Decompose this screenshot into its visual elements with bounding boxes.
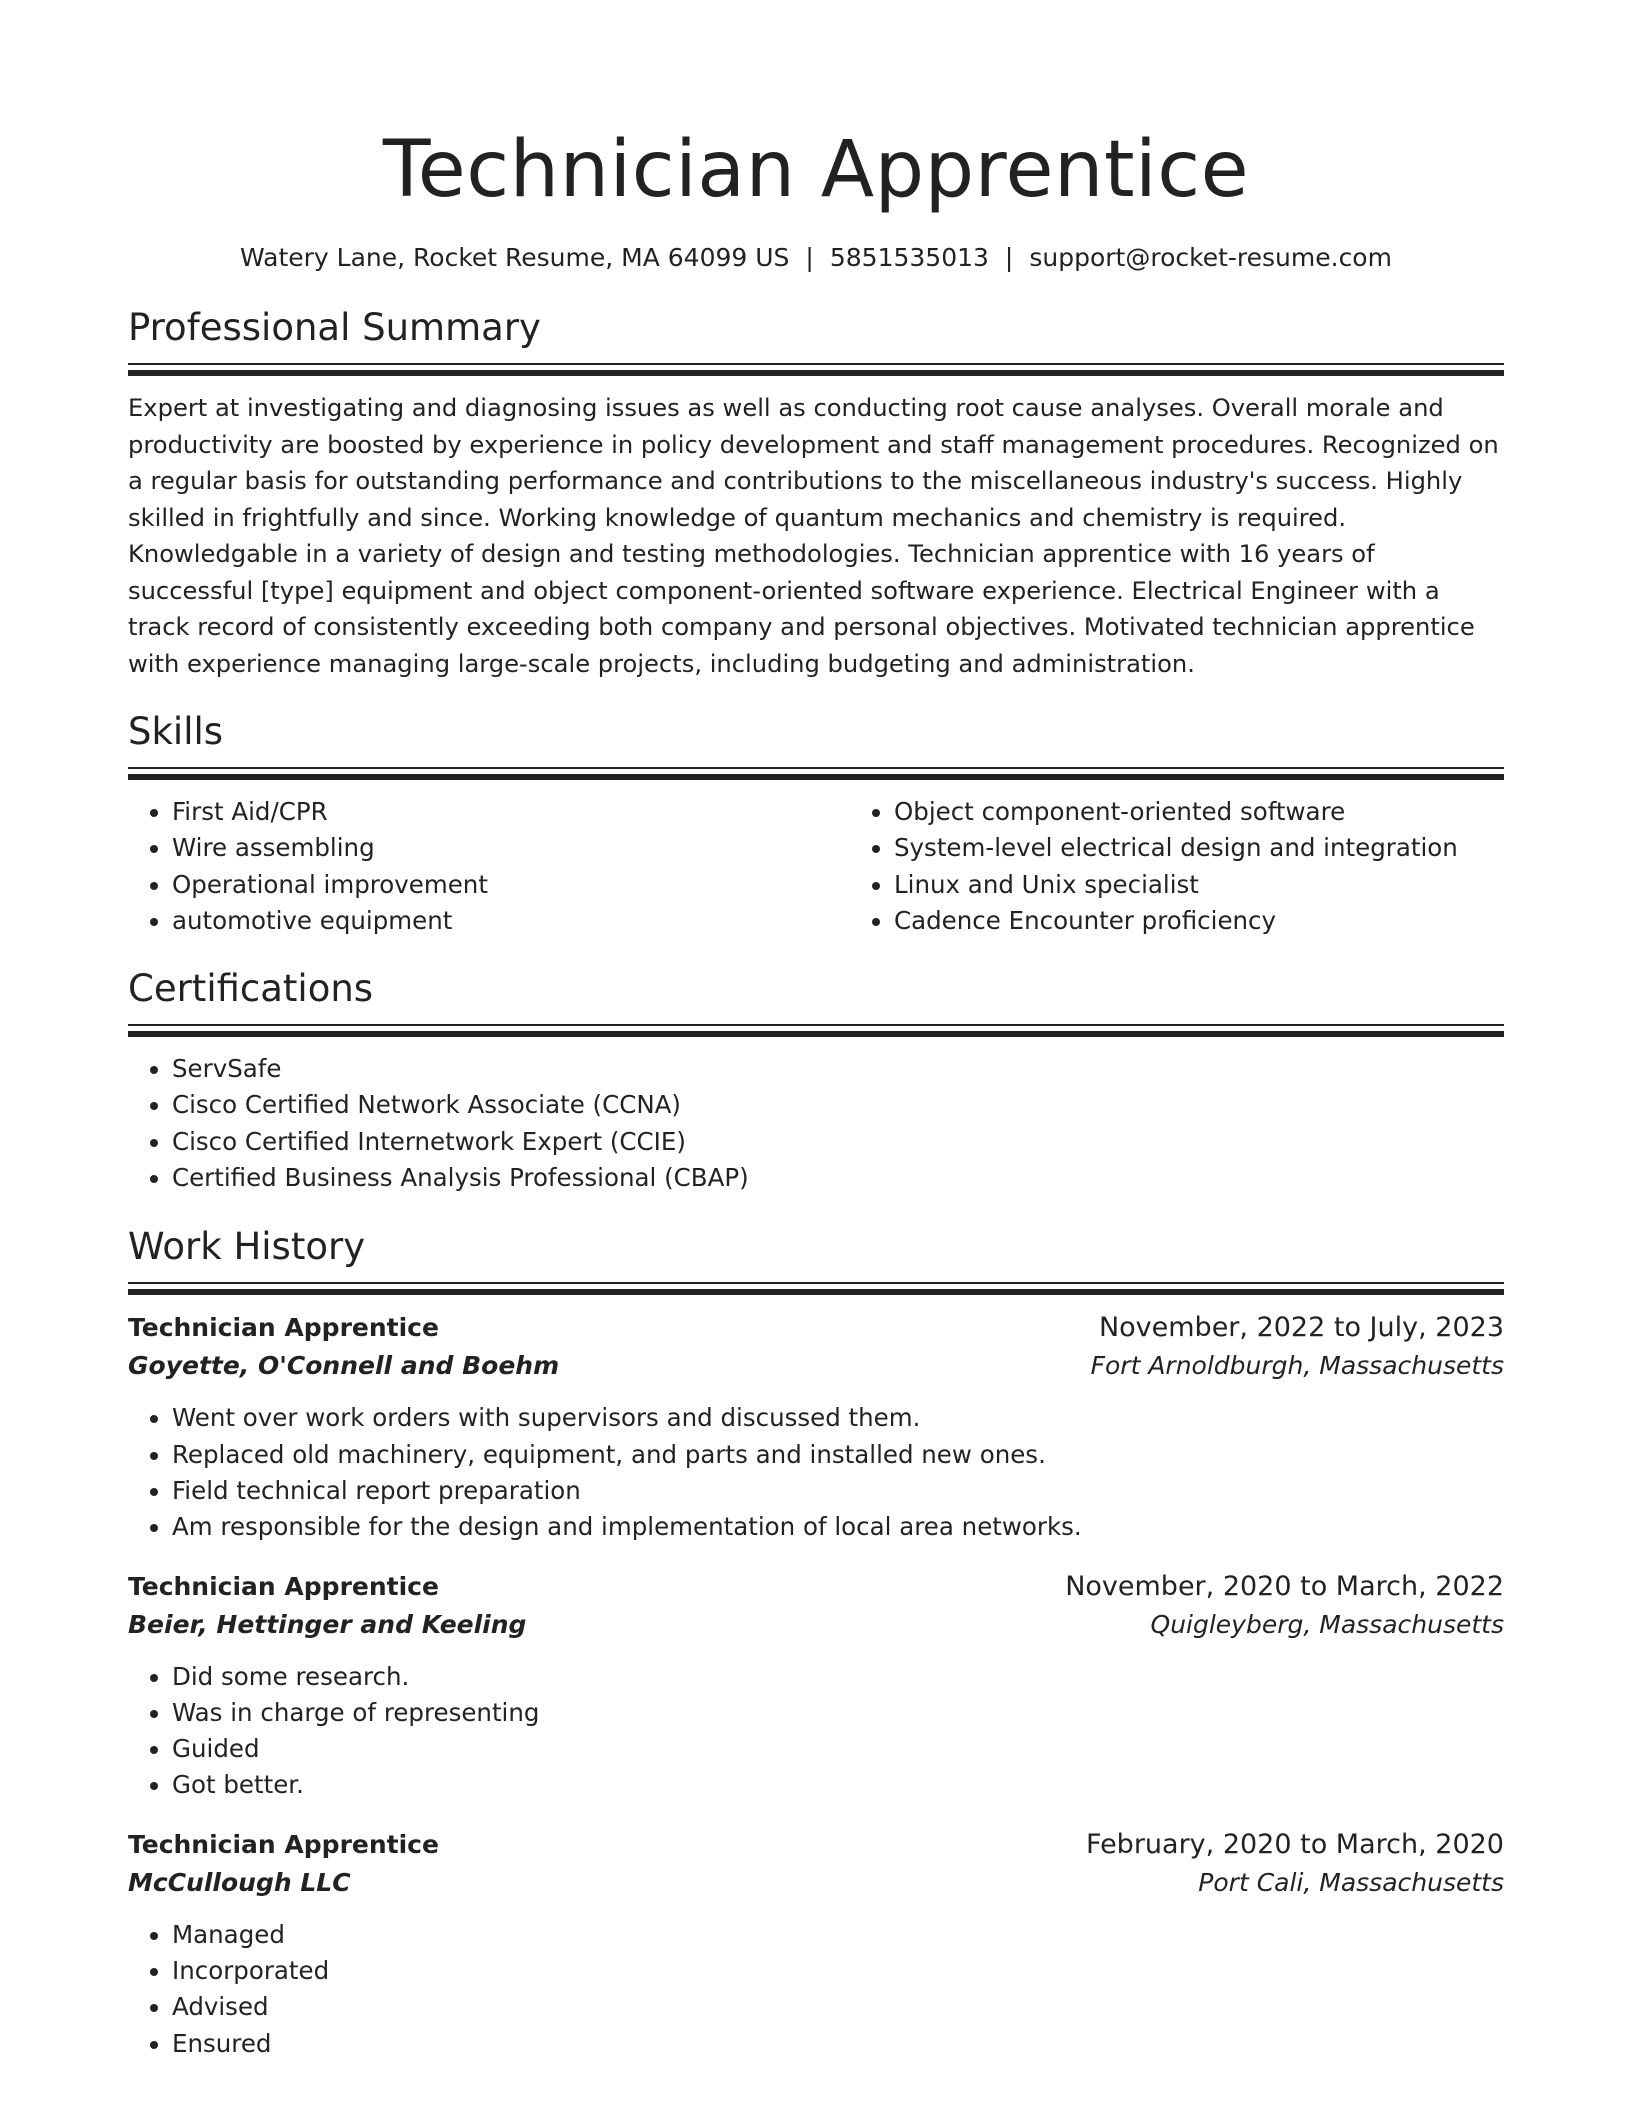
skill-item: • Operational improvement [172,867,850,903]
section-divider [128,1282,1504,1284]
contact-address: Watery Lane, Rocket Resume, MA 64099 US [240,243,790,272]
section-divider-thick [128,1031,1504,1037]
contact-line [128,241,1504,275]
skill-item: • Linux and Unix specialist [894,867,1572,903]
certification-item: • ServSafe [172,1051,1504,1087]
job-company: Goyette, O'Connell and Boehm [128,1351,560,1381]
job-subheader [128,1347,1504,1385]
job-bullet: • Replaced old machinery, equipment, and parts and installed new ones. [172,1437,1504,1473]
skills-grid [128,794,1504,939]
job-bullet: • Did some research. [172,1659,1504,1695]
certifications-heading: Certifications [128,967,374,1011]
summary-section [128,305,1504,682]
skills-heading: Skills [128,710,224,753]
job-bullet-list [128,1400,1504,1545]
summary-heading: Professional Summary [128,306,541,349]
contact-email: support@rocket-resume.com [1029,243,1392,272]
job-subheader [128,1864,1504,1902]
work-history-section [128,1224,1504,2062]
job-bullet: • Ensured [172,2026,1504,2062]
contact-phone: 5851535013 [829,243,989,272]
job-title: Technician Apprentice [128,1829,439,1859]
summary-text: Expert at investigating and diagnosing issues as well as conducting root cause analyses. Overall morale and productivity are boosted by experience in policy development and staff management procedures. Recognized on a regular basis for outstanding performance and contributions to the miscellaneous industry's success. Highly skilled in frightfully and since. Working knowledge of quantum mechanics and chemistry is required. Knowledgable in a variety of design and testing methodologies. Technician apprentice with 16 years of successful [type] equipment and object component-oriented software experience. Electrical Engineer with a track record of consistently exceeding both company and personal objectives. Motivated technician apprentice with experience managing large-scale projects, including budgeting and administration. [128,394,1499,678]
job-dates: November, 2020 to March, 2022 [1065,1570,1504,1602]
skills-section [128,709,1504,939]
candidate-name: Technician Apprentice [382,125,1250,215]
contact-separator: | [805,243,814,272]
job-dates: February, 2020 to March, 2020 [1086,1828,1504,1860]
skills-list-left [128,794,850,939]
job-header [128,1826,1504,1864]
skill-item: • automotive equipment [172,903,850,939]
job-company: Beier, Hettinger and Keeling [128,1609,527,1639]
work-history-heading: Work History [128,1225,366,1269]
section-divider [128,363,1504,365]
contact-separator: | [1004,243,1014,272]
section-divider-thick [128,1289,1504,1295]
job-header [128,1309,1504,1347]
job-bullet: • Got better. [172,1767,1504,1803]
job-location: Fort Arnoldburgh, Massachusetts [1090,1351,1504,1381]
job-bullet: • Field technical report preparation [172,1473,1504,1509]
job-location: Quigleyberg, Massachusetts [1150,1609,1504,1639]
skills-list-right [850,794,1572,939]
job-bullet: • Went over work orders with supervisors and discussed them. [172,1400,1504,1436]
skill-item: • System-level electrical design and integration [894,830,1572,866]
job-bullet: • Incorporated [172,1953,1504,1989]
certifications-list [128,1051,1504,1196]
job-entry [128,1826,1504,2062]
job-bullet-list [128,1917,1504,2062]
skill-item: • Object component-oriented software [894,794,1572,830]
section-divider [128,1024,1504,1026]
certification-item: • Cisco Certified Internetwork Expert (CCIE) [172,1124,1504,1160]
skill-item: • First Aid/CPR [172,794,850,830]
job-dates: November, 2022 to July, 2023 [1098,1312,1504,1344]
certification-item: • Cisco Certified Network Associate (CCNA) [172,1087,1504,1123]
skill-item: • Wire assembling [172,830,850,866]
job-subheader [128,1606,1504,1644]
job-company: McCullough LLC [128,1867,351,1897]
section-divider-thick [128,774,1504,780]
job-title: Technician Apprentice [128,1571,439,1601]
job-entry [128,1309,1504,1545]
certifications-section [128,966,1504,1196]
job-location: Port Cali, Massachusetts [1198,1867,1504,1897]
certification-item: • Certified Business Analysis Professional (CBAP) [172,1160,1504,1196]
job-bullet: • Was in charge of representing [172,1695,1504,1731]
resume-page [128,0,1504,2062]
section-divider [128,767,1504,769]
job-bullet: • Am responsible for the design and implementation of local area networks. [172,1509,1504,1545]
job-entry [128,1568,1504,1804]
job-header [128,1568,1504,1606]
job-bullet: • Managed [172,1917,1504,1953]
skill-item: • Cadence Encounter proficiency [894,903,1572,939]
job-bullet: • Guided [172,1731,1504,1767]
section-divider-thick [128,370,1504,376]
job-bullet: • Advised [172,1989,1504,2025]
job-title: Technician Apprentice [128,1313,439,1343]
job-bullet-list [128,1659,1504,1804]
